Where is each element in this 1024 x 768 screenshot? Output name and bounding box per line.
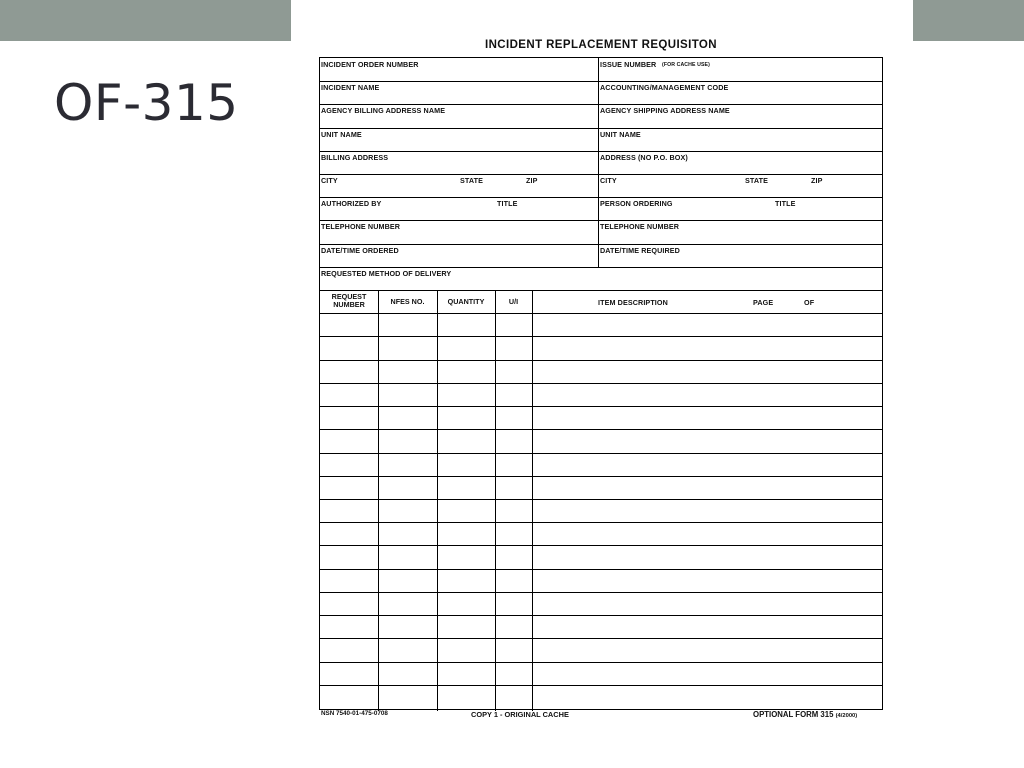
- item-cell[interactable]: [496, 477, 532, 499]
- item-cell[interactable]: [321, 593, 378, 615]
- item-cell[interactable]: [438, 407, 495, 429]
- item-cell[interactable]: [496, 523, 532, 545]
- field-label: PERSON ORDERING: [600, 199, 673, 209]
- item-cell[interactable]: [379, 523, 437, 545]
- item-cell[interactable]: [321, 523, 378, 545]
- field-label: TELEPHONE NUMBER: [600, 222, 680, 232]
- footer-form-number: OPTIONAL FORM 315: [753, 710, 834, 719]
- field-right-5[interactable]: [599, 174, 883, 197]
- item-cell[interactable]: [496, 593, 532, 615]
- item-cell[interactable]: [438, 477, 495, 499]
- item-cell[interactable]: [533, 337, 881, 359]
- item-cell[interactable]: [379, 663, 437, 685]
- header-band-right: [913, 0, 1024, 41]
- item-cell[interactable]: [379, 477, 437, 499]
- column-header-of: OF: [804, 298, 815, 307]
- field-label: STATE: [460, 176, 483, 185]
- item-cell[interactable]: [533, 639, 881, 661]
- item-cell[interactable]: [533, 314, 881, 336]
- item-cell[interactable]: [379, 314, 437, 336]
- item-cell[interactable]: [379, 616, 437, 638]
- item-cell[interactable]: [321, 407, 378, 429]
- item-column-divider: [437, 290, 438, 711]
- item-cell[interactable]: [438, 616, 495, 638]
- item-cell[interactable]: [438, 593, 495, 615]
- item-cell[interactable]: [496, 663, 532, 685]
- column-header-quantity: QUANTITY: [447, 297, 485, 306]
- field-label: ADDRESS (NO P.O. BOX): [600, 152, 688, 162]
- field-label: CITY: [600, 176, 617, 185]
- item-cell[interactable]: [321, 686, 378, 708]
- field-label: AGENCY SHIPPING ADDRESS NAME: [600, 106, 730, 116]
- item-cell[interactable]: [496, 337, 532, 359]
- field-label: INCIDENT NAME: [321, 83, 380, 93]
- column-header-request-line1: REQUEST: [331, 292, 367, 301]
- form-title: INCIDENT REPLACEMENT REQUISITON: [485, 39, 717, 51]
- slide-title: OF-315: [54, 74, 239, 132]
- field-label: BILLING ADDRESS: [321, 152, 389, 162]
- item-cell[interactable]: [321, 570, 378, 592]
- item-cell[interactable]: [379, 361, 437, 383]
- item-column-divider: [532, 290, 533, 711]
- item-cell[interactable]: [438, 454, 495, 476]
- item-cell[interactable]: [533, 384, 881, 406]
- item-cell[interactable]: [533, 361, 881, 383]
- item-cell[interactable]: [438, 361, 495, 383]
- field-label: DATE/TIME ORDERED: [321, 245, 399, 255]
- item-cell[interactable]: [496, 314, 532, 336]
- item-cell[interactable]: [438, 430, 495, 452]
- requisition-form: [319, 57, 883, 710]
- item-cell[interactable]: [321, 454, 378, 476]
- field-label: ZIP: [811, 176, 823, 185]
- field-left-5[interactable]: [320, 174, 598, 197]
- header-band-left: [0, 0, 291, 41]
- item-cell[interactable]: [321, 616, 378, 638]
- item-cell[interactable]: [496, 686, 532, 708]
- item-cell[interactable]: [438, 523, 495, 545]
- footer-nsn: NSN 7540-01-475-0708: [321, 710, 388, 717]
- field-label: ISSUE NUMBER: [600, 60, 657, 69]
- column-header-description: ITEM DESCRIPTION: [598, 298, 668, 307]
- item-cell[interactable]: [379, 430, 437, 452]
- item-cell[interactable]: [533, 430, 881, 452]
- item-cell[interactable]: [379, 384, 437, 406]
- item-cell[interactable]: [533, 570, 881, 592]
- item-cell[interactable]: [379, 686, 437, 708]
- item-cell[interactable]: [379, 570, 437, 592]
- item-cell[interactable]: [321, 500, 378, 522]
- item-cell[interactable]: [533, 663, 881, 685]
- field-right-3[interactable]: [599, 128, 883, 151]
- item-cell[interactable]: [438, 663, 495, 685]
- row-divider: [320, 290, 882, 291]
- item-cell[interactable]: [379, 454, 437, 476]
- item-cell[interactable]: [438, 686, 495, 708]
- field-label: ZIP: [526, 176, 538, 185]
- column-header-page: PAGE: [753, 298, 774, 307]
- column-header-ui: U/I: [508, 297, 519, 306]
- field-label: STATE: [745, 176, 768, 185]
- item-cell[interactable]: [438, 337, 495, 359]
- field-label: UNIT NAME: [600, 129, 641, 139]
- item-cell[interactable]: [496, 407, 532, 429]
- item-cell[interactable]: [496, 384, 532, 406]
- item-cell[interactable]: [533, 686, 881, 708]
- item-cell[interactable]: [496, 430, 532, 452]
- column-header-request-line2: NUMBER: [333, 300, 365, 309]
- item-column-divider: [378, 290, 379, 711]
- item-cell[interactable]: [496, 500, 532, 522]
- footer-form-date: (4/2000): [835, 713, 858, 719]
- item-cell[interactable]: [379, 639, 437, 661]
- column-header-request: [320, 293, 378, 309]
- item-cell[interactable]: [438, 639, 495, 661]
- item-cell[interactable]: [533, 407, 881, 429]
- item-cell[interactable]: [533, 593, 881, 615]
- field-label: ACCOUNTING/MANAGEMENT CODE: [600, 83, 729, 93]
- item-cell[interactable]: [321, 546, 378, 568]
- item-cell[interactable]: [321, 361, 378, 383]
- item-cell[interactable]: [496, 546, 532, 568]
- field-label: TITLE: [497, 199, 518, 209]
- item-cell[interactable]: [533, 477, 881, 499]
- item-cell[interactable]: [496, 639, 532, 661]
- field-label: AGENCY BILLING ADDRESS NAME: [321, 106, 446, 116]
- item-cell[interactable]: [438, 570, 495, 592]
- item-cell[interactable]: [438, 384, 495, 406]
- item-cell[interactable]: [438, 314, 495, 336]
- item-cell[interactable]: [496, 454, 532, 476]
- item-cell[interactable]: [496, 570, 532, 592]
- item-column-divider: [495, 290, 496, 711]
- field-label: TELEPHONE NUMBER: [321, 222, 401, 232]
- field-label: UNIT NAME: [321, 129, 362, 139]
- field-note: (FOR CACHE USE): [662, 61, 710, 68]
- item-cell[interactable]: [321, 430, 378, 452]
- item-cell[interactable]: [438, 500, 495, 522]
- item-cell[interactable]: [379, 500, 437, 522]
- item-cell[interactable]: [321, 314, 378, 336]
- item-cell[interactable]: [321, 663, 378, 685]
- item-cell[interactable]: [533, 523, 881, 545]
- item-cell[interactable]: [496, 361, 532, 383]
- footer-copy: COPY 1 - ORIGINAL CACHE: [471, 710, 569, 719]
- footer-form-name: [753, 710, 857, 719]
- field-label: TITLE: [775, 199, 796, 209]
- field-label: AUTHORIZED BY: [321, 199, 382, 209]
- field-label: DATE/TIME REQUIRED: [600, 245, 680, 255]
- item-cell[interactable]: [321, 337, 378, 359]
- item-cell[interactable]: [533, 546, 881, 568]
- item-cell[interactable]: [379, 407, 437, 429]
- item-cell[interactable]: [379, 546, 437, 568]
- delivery-label: REQUESTED METHOD OF DELIVERY: [321, 268, 452, 278]
- field-label: INCIDENT ORDER NUMBER: [321, 60, 419, 69]
- item-cell[interactable]: [321, 639, 378, 661]
- item-cell[interactable]: [438, 546, 495, 568]
- item-cell[interactable]: [321, 477, 378, 499]
- item-cell[interactable]: [321, 384, 378, 406]
- item-cell[interactable]: [379, 337, 437, 359]
- item-cell[interactable]: [379, 593, 437, 615]
- item-cell[interactable]: [533, 454, 881, 476]
- column-header-nfes: NFES NO.: [390, 297, 425, 306]
- field-label: CITY: [321, 176, 338, 185]
- item-cell[interactable]: [496, 616, 532, 638]
- item-cell[interactable]: [533, 500, 881, 522]
- item-cell[interactable]: [533, 616, 881, 638]
